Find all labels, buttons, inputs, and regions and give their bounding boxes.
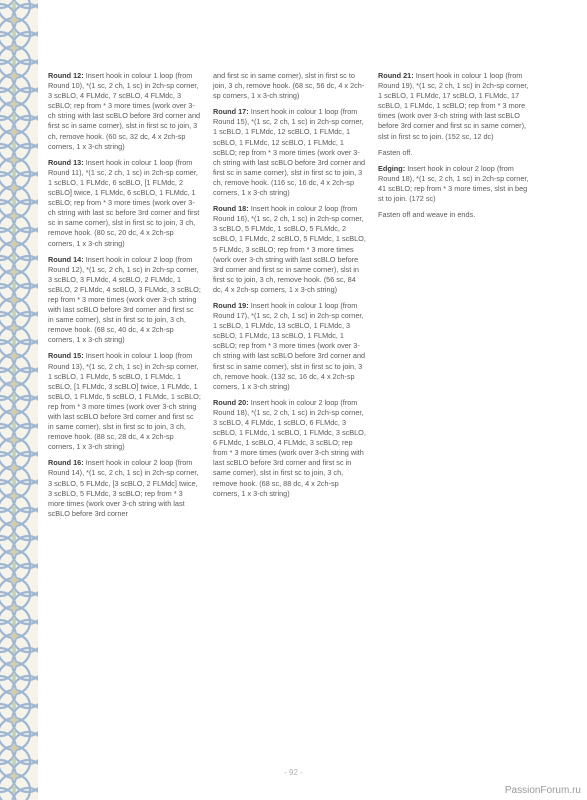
round-12-heading: Round 12:	[48, 71, 84, 80]
tile-center	[11, 241, 17, 247]
round-18-heading: Round 18:	[213, 204, 249, 214]
round-15-text: Insert hook in colour 1 loop (from Round 13), *(1 sc, 2 ch, 1 sc) in 2ch-sp corner, 1 scBLO, 1 FLMdc, 5 scBLO, 1 FLMdc, 1 scBLO, [1 FLMdc, 3 scBLO] twice, 1 FLMdc, 1 scBLO, 1 FLMdc, 5 scBLO, 1 FLMdc, 1 scBLO; rep from * 3 more times (work over 3-ch string with last scBLO before 3rd corner and first sc in same corner), slst in first sc to join, 3 ch, remove hook. (88 sc, 28 dc, 4 x 2ch-sp corners, 1 x 3-ch string)	[48, 351, 201, 452]
round-15-heading: Round 15:	[48, 351, 84, 361]
column-2	[213, 71, 366, 505]
tile-center	[11, 297, 17, 303]
tile-center	[11, 549, 17, 555]
tile-center	[11, 717, 17, 723]
tile-center	[11, 157, 17, 163]
round-16-paragraph	[48, 458, 201, 519]
round-19-text: Insert hook in colour 1 loop (from Round 17), *(1 sc, 2 ch, 1 sc) in 2ch-sp corner, 1 scBLO, 1 FLMdc, 13 scBLO, 1 FLMdc, 3 scBLO, 1 FLMdc, 13 scBLO, 1 FLMdc, 1 scBLO; rep from * 3 more times (work over 3-ch string with last scBLO before 3rd corner and first sc in same corner), slst in first sc to join, 3 ch, remove hook. (132 sc, 16 dc, 4 x 2ch-sp corners, 1 x 3-ch string)	[213, 300, 366, 391]
tile-center	[11, 185, 17, 191]
column-3	[378, 71, 531, 226]
column-1	[48, 71, 201, 525]
decorative-border	[0, 0, 38, 800]
final-text: Fasten off and weave in ends.	[378, 210, 476, 220]
round-17-heading: Round 17:	[213, 107, 249, 117]
page-number: - 92 -	[284, 768, 303, 777]
tile-center	[11, 101, 17, 107]
tile-center	[11, 213, 17, 219]
round-20-text: Insert hook in colour 2 loop (from Round 18), *(1 sc, 2 ch, 1 sc) in 2ch-sp corner, 3 scBLO, 4 FLMdc, 1 scBLO, 6 FLMdc, 3 scBLO, 1 FLMdc, 1 scBLO, 1 FLMdc, 3 scBLO, 6 FLMdc, 1 scBLO, 4 FLMdc, 3 scBLO; rep from * 3 more times (work over 3-ch string with last scBLO before 3rd corner and first sc in same corner), slst in first sc to join, 3 ch, remove hook. (68 sc, 88 dc, 4 x 2ch-sp corners, 1 x 3-ch string)	[213, 397, 366, 498]
tile-center	[11, 745, 17, 751]
tile-center	[11, 661, 17, 667]
fasten-off-paragraph	[378, 148, 531, 158]
tile-center	[11, 437, 17, 443]
tile-center	[11, 269, 17, 275]
round-20-heading: Round 20:	[213, 397, 249, 407]
round-16-text: Insert hook in colour 2 loop (from Round 14), *(1 sc, 2 ch, 1 sc) in 2ch-sp corner, 3 scBLO, 5 FLMdc, [3 scBLO, 2 FLMdc] twice, 3 scBLO, 5 FLMdc, 3 scBLO; rep from * 3 more times (work over 3-ch string with last scBLO before 3rd corner	[48, 458, 199, 518]
round-14-paragraph	[48, 255, 201, 346]
tile-center	[11, 633, 17, 639]
round-21-heading: Round 21:	[378, 71, 414, 80]
round-16-heading: Round 16:	[48, 458, 84, 468]
round-16-continued-text: and first sc in same corner), slst in first sc to join, 3 ch, remove hook. (68 sc, 56 dc, 4 x 2ch-sp corners, 1 x 3-ch string)	[213, 71, 365, 101]
tile-center	[11, 409, 17, 415]
round-20-paragraph	[213, 398, 366, 499]
round-19-heading: Round 19:	[213, 300, 249, 310]
tile-center	[11, 17, 17, 23]
fasten-off-text: Fasten off.	[378, 147, 413, 157]
tile-center	[11, 605, 17, 611]
pattern-instructions	[48, 71, 578, 761]
tile-center	[11, 45, 17, 51]
round-13-text: Insert hook in colour 1 loop (from Round 11), *(1 sc, 2 ch, 1 sc) in 2ch-sp corner, 1 scBLO, 1 FLMdc, 6 scBLO, [1 FLMdc, 2 scBLO] twice, 1 FLMdc, 6 scBLO, 1 FLMdc, 1 scBLO; rep from * 3 more times (work over 3-ch string with last sc before 3rd corner and first sc in same corner), slst in first sc to join, 3 ch, remove hook. (80 sc, 20 dc, 4 x 2ch-sp corners, 1 x 3-ch string)	[48, 157, 200, 248]
round-14-text: Insert hook in colour 2 loop (from Round 12), *(1 sc, 2 ch, 1 sc) in 2ch-sp corner, 3 scBLO, 3 FLMdc, 4 scBLO, 2 FLMdc, 1 scBLO, 2 FLMdc, 4 scBLO, 3 FLMdc, 3 scBLO; rep from * 3 more times (work over 3-ch string with last scBLO before 3rd corner and first sc in same corner), slst in first sc to join, 3 ch, remove hook. (68 sc, 40 dc, 4 x 2ch-sp corners, 1 x 3-ch string)	[48, 254, 201, 345]
final-paragraph	[378, 210, 531, 220]
round-19-paragraph	[213, 301, 366, 392]
round-12-text: Insert hook in colour 1 loop (from Round 10), *(1 sc, 2 ch, 1 sc) in 2ch-sp corner, 3 scBLO, 4 FLMdc, 7 scBLO, 4 FLMdc, 3 scBLO; rep from * 3 more times (work over 3-ch string with last scBLO before 3rd corner and first sc in same corner), slst in first sc to join, 3 ch, remove hook. (60 sc, 32 dc, 4 x 2ch-sp corners, 1 x 3-ch string)	[48, 71, 201, 151]
tile-center	[11, 577, 17, 583]
round-21-paragraph	[378, 71, 531, 142]
round-13-paragraph	[48, 158, 201, 249]
round-17-paragraph	[213, 107, 366, 198]
round-12-paragraph	[48, 71, 201, 152]
edging-text: Insert hook in colour 2 loop (from Round 18), *(1 sc, 2 ch, 1 sc) in 2ch-sp corner, 41 scBLO; rep from * 3 more times, slst in beg st to join. (172 sc)	[378, 163, 529, 204]
tile-pattern	[0, 0, 38, 800]
round-13-heading: Round 13:	[48, 157, 84, 167]
tile-center	[11, 129, 17, 135]
round-17-text: Insert hook in colour 1 loop (from Round 15), *(1 sc, 2 ch, 1 sc) in 2ch-sp corner, 1 scBLO, 1 FLMdc, 12 scBLO, 1 FLMdc, 1 scBLO, 1 FLMdc, 12 scBLO, 1 FLMdc, 1 scBLO; rep from * 3 more times (work over 3-ch string with last scBLO before 3rd corner and first sc in same corner), slst in first sc to join, 3 ch, remove hook. (116 sc, 16 dc, 4 x 2ch-sp corners, 1 x 3-ch string)	[213, 107, 366, 198]
tile-center	[11, 493, 17, 499]
round-18-paragraph	[213, 204, 366, 295]
watermark: PassionForum.ru	[504, 785, 581, 796]
tile-center	[11, 325, 17, 331]
tile-center	[11, 689, 17, 695]
tile-center	[11, 521, 17, 527]
round-14-heading: Round 14:	[48, 254, 84, 264]
tile-center	[11, 73, 17, 79]
edging-heading: Edging:	[378, 163, 406, 173]
round-15-paragraph	[48, 351, 201, 452]
edging-paragraph	[378, 164, 531, 204]
round-21-text: Insert hook in colour 1 loop (from Round 19), *(1 sc, 2 ch, 1 sc) in 2ch-sp corner, 1 scBLO, 1 FLMdc, 17 scBLO, 1 FLMdc, 17 scBLO, 1 FLMdc, 1 scBLO; rep from * 3 more times (work over 3-ch string with last scBLO before 3rd corner and first sc in same corner), slst in first sc to join. (152 sc, 12 dc)	[378, 71, 529, 141]
tile-center	[11, 465, 17, 471]
tile-center	[11, 353, 17, 359]
round-16-continued	[213, 71, 366, 101]
tile-center	[11, 381, 17, 387]
round-18-text: Insert hook in colour 2 loop (from Round 16), *(1 sc, 2 ch, 1 sc) in 2ch-sp corner, 3 scBLO, 5 FLMdc, 1 scBLO, 5 FLMdc, 2 scBLO, 1 FLMdc, 2 scBLO, 5 FLMdc, 1 scBLO, 5 FLMdc, 3 scBLO; rep from * 3 more times (work over 3-ch string with last scBLO before 3rd corner and first sc in same corner), slst in first sc to join, 3 ch, remove hook. (56 sc, 84 dc, 4 x 2ch-sp corners, 1 x 3-ch string)	[213, 204, 366, 294]
